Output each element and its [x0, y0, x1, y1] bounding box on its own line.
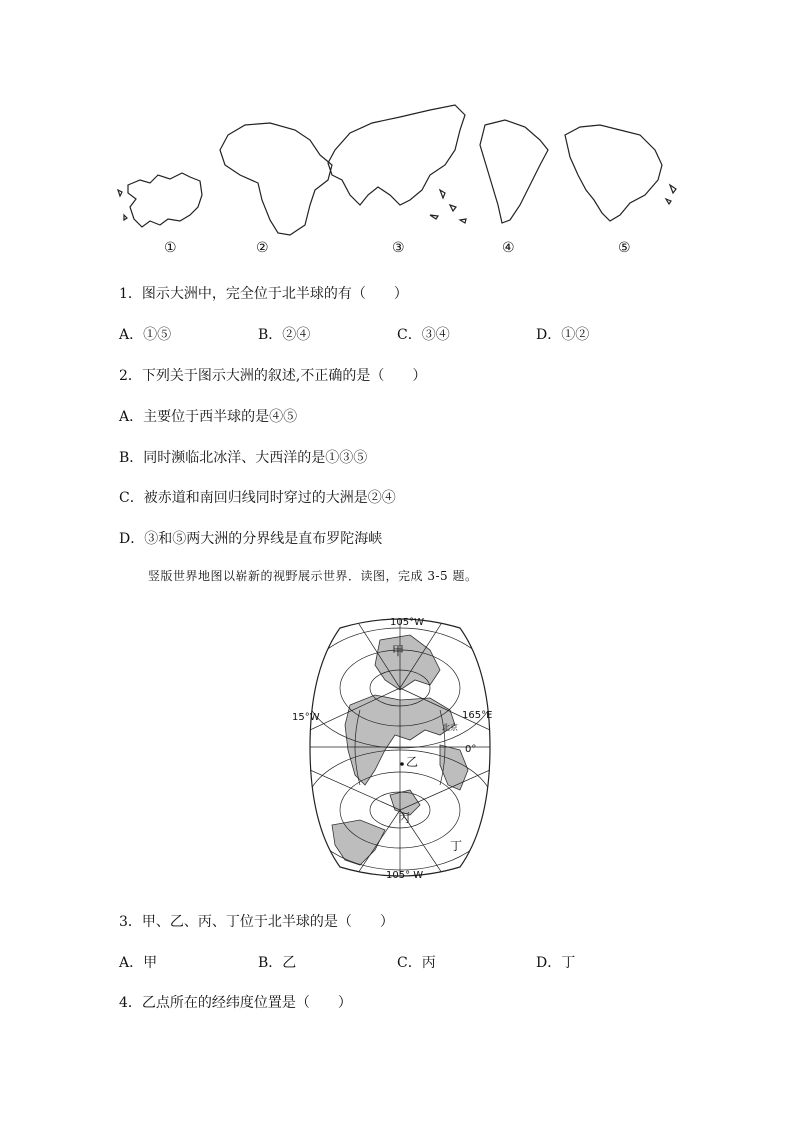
question-2-option-d: D．③和⑤两大洲的分界线是直布罗陀海峡 [119, 531, 383, 547]
vertical-world-map [290, 610, 510, 885]
question-3-option-a: A．甲 [119, 955, 158, 971]
map-point-yi: 乙 [406, 755, 419, 769]
map-point-jia: 甲 [392, 644, 405, 658]
question-2-stem: 2．下列关于图示大洲的叙述,不正确的是（ ） [119, 368, 427, 384]
map-label-right-longitude: 165°E [462, 710, 493, 721]
map-label-bottom-longitude: 105° W [386, 870, 424, 881]
map-point-bing: 丙 [398, 811, 411, 825]
map-label-top-longitude: 105°W [390, 617, 424, 628]
question-1-option-b: B．②④ [258, 327, 311, 343]
question-1-option-c: C．③④ [397, 327, 450, 343]
continent-label-3: ③ [392, 240, 405, 256]
question-3-stem: 3．甲、乙、丙、丁位于北半球的是（ ） [119, 914, 394, 930]
map-label-left-longitude: 15°W [292, 712, 320, 723]
map-point-yi-dot [400, 762, 404, 766]
continent-label-5: ⑤ [618, 240, 631, 256]
continent-3-outline [328, 105, 465, 205]
continent-4-outline [480, 120, 548, 223]
question-2-option-a: A．主要位于西半球的是④⑤ [119, 409, 298, 425]
question-2-option-b: B．同时濒临北冰洋、大西洋的是①③⑤ [119, 450, 368, 466]
question-1-option-a: A．①⑤ [119, 327, 172, 343]
continent-1-outline [128, 173, 202, 227]
continent-label-2: ② [256, 240, 269, 256]
map-intro-text: 竖版世界地图以崭新的视野展示世界．读图，完成 3-5 题。 [148, 569, 478, 583]
question-2-option-c: C．被赤道和南回归线同时穿过的大洲是②④ [119, 490, 396, 506]
question-3-option-d: D．丁 [536, 955, 576, 971]
question-3-option-b: B．乙 [258, 955, 297, 971]
map-label-equator: 0° [465, 744, 477, 755]
question-1-option-d: D．①② [536, 327, 590, 343]
continent-5-outline [565, 125, 662, 221]
question-3-option-c: C．丙 [397, 955, 436, 971]
map-point-ding: 丁 [450, 839, 463, 853]
question-4-stem: 4．乙点所在的经纬度位置是（ ） [119, 995, 352, 1011]
continent-label-4: ④ [502, 240, 515, 256]
question-1-stem: 1．图示大洲中，完全位于北半球的有（ ） [119, 286, 408, 302]
continent-label-1: ① [164, 240, 177, 256]
continent-2-outline [220, 123, 332, 235]
map-label-city: 北京 [442, 723, 458, 732]
